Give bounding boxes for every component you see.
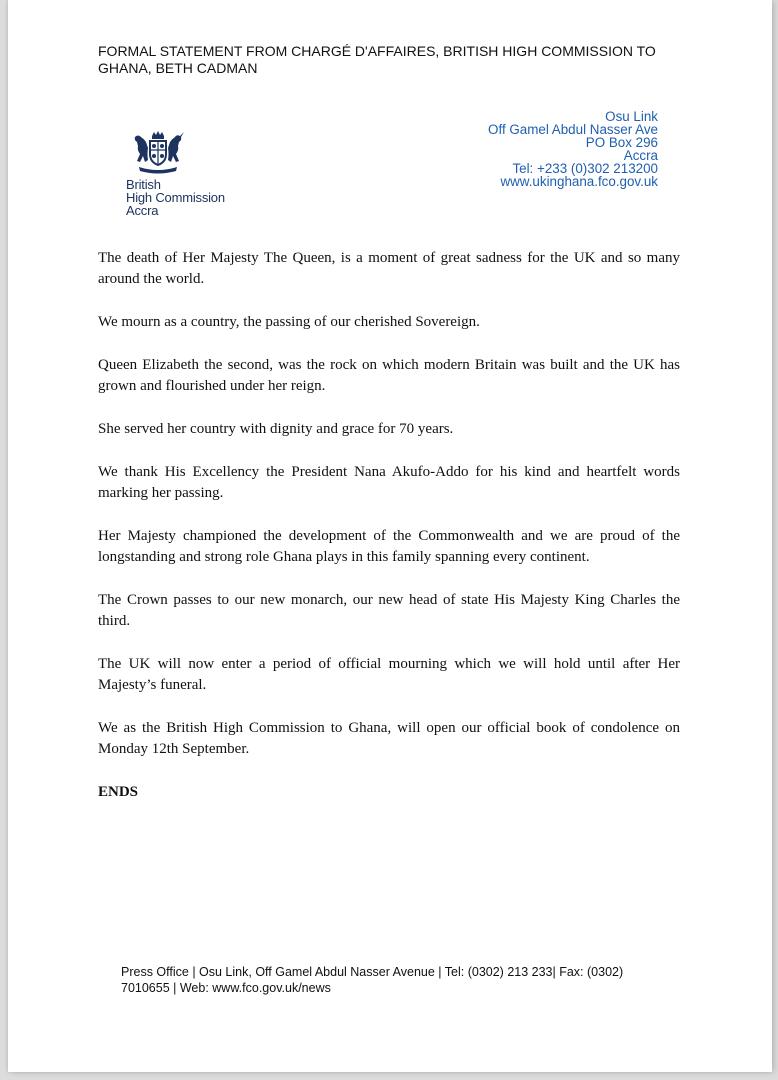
- paragraph: She served her country with dignity and grace for 70 years.: [98, 421, 454, 437]
- paragraph: The death of Her Majesty The Queen, is a moment of great sadness for the UK and so many around the world.: [98, 250, 680, 287]
- address-line-osu-link: Osu Link: [605, 109, 658, 124]
- royal-coat-of-arms-icon: [129, 130, 187, 174]
- press-office-footer: Press Office | Osu Link, Off Gamel Abdul Nasser Avenue | Tel: (0302) 213 233| Fax: (0302) 7010655 | Web: www.fco.gov.uk/news: [121, 965, 624, 995]
- paragraph: We thank His Excellency the President Nana Akufo-Addo for his kind and heartfelt words marking her passing.: [98, 464, 680, 501]
- paragraph: We mourn as a country, the passing of our cherished Sovereign.: [98, 314, 480, 330]
- address-line-street: Off Gamel Abdul Nasser Ave: [488, 122, 658, 137]
- paragraph: We as the British High Commission to Ghana, will open our official book of condolence on Monday 12th September.: [98, 720, 680, 757]
- paragraph: Queen Elizabeth the second, was the rock on which modern Britain was built and the UK has grown and flourished under her reign.: [98, 357, 680, 394]
- statement-body: [98, 248, 680, 825]
- address-telephone: Tel: +233 (0)302 213200: [512, 161, 658, 176]
- address-block: [488, 110, 658, 188]
- statement-heading: FORMAL STATEMENT FROM CHARGÉ D'AFFAIRES, BRITISH HIGH COMMISSION TO GHANA, BETH CADMAN: [98, 43, 656, 76]
- address-website-link[interactable]: www.ukinghana.fco.gov.uk: [500, 174, 658, 189]
- logo-line-high-commission: High Commission: [126, 190, 225, 205]
- paragraph: The UK will now enter a period of official mourning which we will hold until after Her Majesty’s funeral.: [98, 656, 680, 693]
- logo-line-british: British: [126, 177, 161, 192]
- british-high-commission-logo: [126, 130, 286, 217]
- address-line-po-box: PO Box 296: [585, 135, 658, 150]
- ends-marker: ENDS: [98, 784, 139, 800]
- document-page: [8, 0, 772, 1072]
- paragraph: Her Majesty championed the development of the Commonwealth and we are proud of the longstanding and strong role Ghana plays in this family spanning every continent.: [98, 528, 680, 565]
- logo-line-accra: Accra: [126, 203, 159, 218]
- paragraph: The Crown passes to our new monarch, our new head of state His Majesty King Charles the third.: [98, 592, 680, 629]
- logo-wordmark: [126, 178, 286, 217]
- address-line-city: Accra: [623, 148, 658, 163]
